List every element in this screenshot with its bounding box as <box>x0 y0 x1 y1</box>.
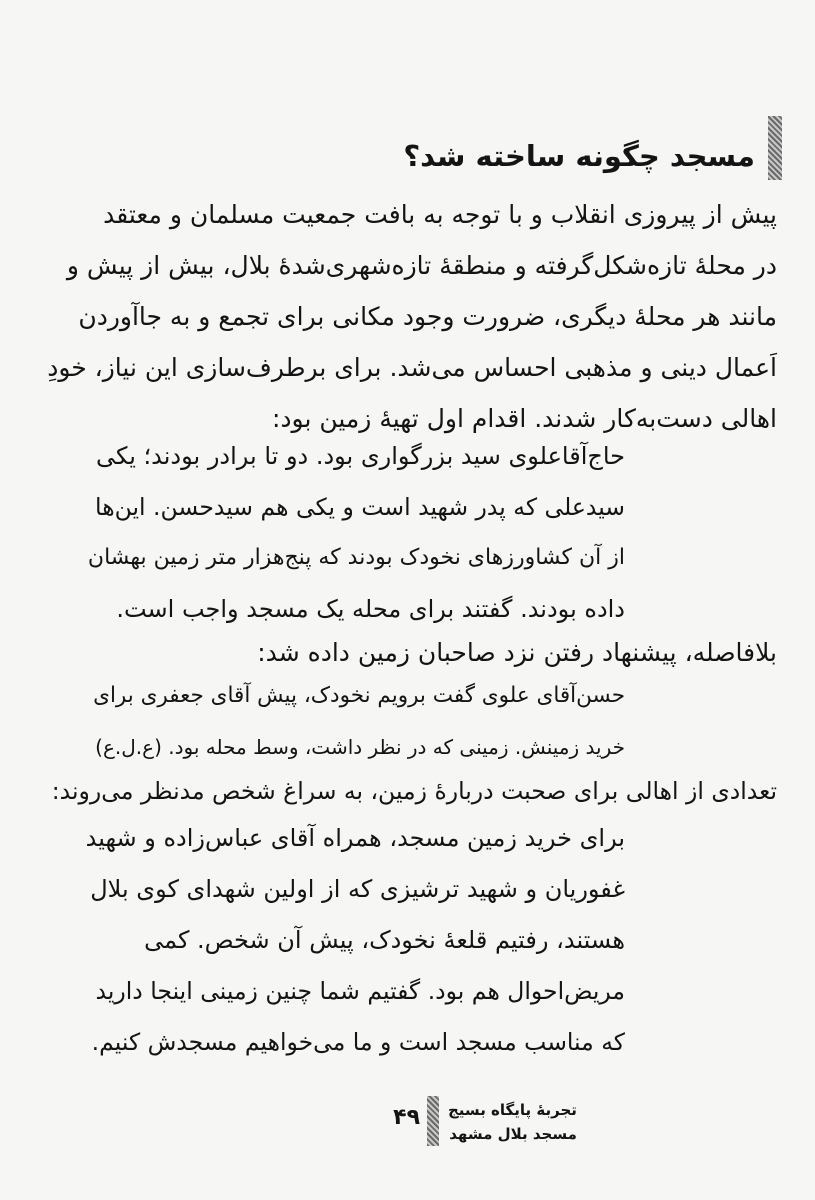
paragraph-line: پیش از پیروزی انقلاب و با توجه به بافت جمعیت مسلمان و معتقد <box>103 200 777 229</box>
quote-line: هستند، رفتیم قلعهٔ نخودک، پیش آن شخص. کمی <box>144 926 625 954</box>
book-title-line: مسجد بلال مشهد <box>449 1125 577 1143</box>
book-title-line: تجربهٔ پایگاه بسیج <box>448 1101 577 1119</box>
paragraph-line: اهالی دست‌به‌کار شدند. اقدام اول تهیهٔ زمین بود: <box>271 404 777 433</box>
page-number: ۴۹ <box>393 1105 420 1130</box>
quote-line: از آن کشاورزهای نخودک بودند که پنج‌هزار متر زمین بهشان <box>87 545 625 570</box>
quote-line: حاج‌آقاعلوی سید بزرگواری بود. دو تا برادر بودند؛ یکی <box>95 442 625 470</box>
quote-line: داده بودند. گفتند برای محله یک مسجد واجب است. <box>116 595 625 623</box>
quote-line: سیدعلی که پدر شهید است و یکی هم سیدحسن. این‌ها <box>95 493 625 521</box>
paragraph-line: تعدادی از اهالی برای صحبت دربارهٔ زمین، به سراغ شخص مدنظر می‌روند: <box>51 777 777 805</box>
quote-line: خرید زمینش. زمینی که در نظر داشت، وسط محله بود. (ع.ل.ع) <box>95 735 625 759</box>
footer-marker <box>427 1096 439 1146</box>
quote-line: برای خرید زمین مسجد، همراه آقای عباس‌زاده و شهید <box>85 824 625 852</box>
paragraph-line: بلافاصله، پیشنهاد رفتن نزد صاحبان زمین داده شد: <box>257 638 777 667</box>
paragraph-line: اَعمال دینی و مذهبی احساس می‌شد. برای برطرف‌سازی این نیاز، خودِ <box>47 353 777 382</box>
book-title <box>448 1098 577 1146</box>
quote-line: مریض‌احوال هم بود. گفتیم شما چنین زمینی اینجا دارید <box>95 977 625 1005</box>
quote-line: غفوریان و شهید ترشیزی که از اولین شهدای کوی بلال <box>90 875 625 903</box>
quote-line: حسن‌آقای علوی گفت برویم نخودک، پیش آقای جعفری برای <box>93 683 625 708</box>
section-heading: مسجد چگونه ساخته شد؟ <box>403 139 755 173</box>
quote-line: که مناسب مسجد است و ما می‌خواهیم مسجدش کنیم. <box>91 1028 625 1056</box>
paragraph-line: مانند هر محلهٔ دیگری، ضرورت وجود مکانی برای تجمع و به جاآوردن <box>78 302 777 331</box>
paragraph-line: در محلهٔ تازه‌شکل‌گرفته و منطقهٔ تازه‌شهری‌شدهٔ بلال، بیش از پیش و <box>66 251 777 280</box>
heading-marker <box>768 116 782 180</box>
